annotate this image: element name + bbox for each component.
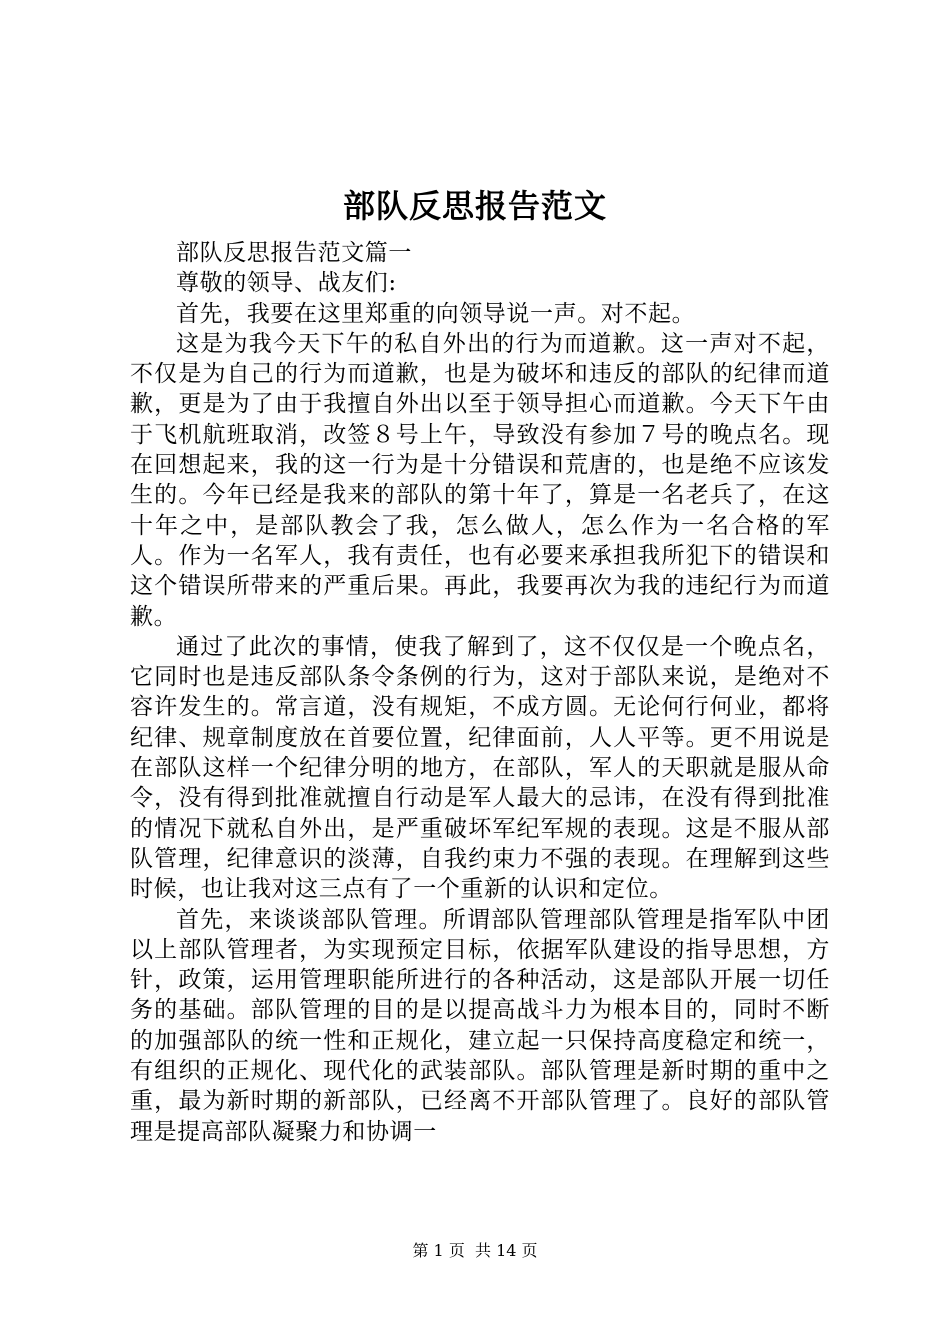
- paragraph-apology-detail: 这是为我今天下午的私自外出的行为而道歉。这一声对不起，不仅是为自己的行为而道歉，也是为破坏和违反的部队的纪律而道歉，更是为了由于我擅自外出以至于领导担心而道歉。今天下午由于飞机航班取消，改签８号上午，导致没有参加７号的晚点名。现在回想起来，我的这一行为是十分错误和荒唐的，也是绝不应该发生的。今年已经是我来的部队的第十年了，算是一名老兵了，在这十年之中，是部队教会了我，怎么做人，怎么作为一名合格的军人。作为一名军人，我有责任，也有必要来承担我所犯下的错误和这个错误所带来的严重后果。再此，我要再次为我的违纪行为而道歉。: [130, 330, 830, 630]
- document-body: [130, 238, 830, 1147]
- paragraph-salutation: 尊敬的领导、战友们:: [176, 270, 397, 297]
- paragraph-apology-intro: 首先，我要在这里郑重的向领导说一声。对不起。: [176, 300, 696, 327]
- paragraph-reflection: 通过了此次的事情，使我了解到了，这不仅仅是一个晚点名，它同时也是违反部队条令条例的行为，这对于部队来说，是绝对不容许发生的。常言道，没有规矩，不成方圆。无论何行何业，都将纪律、规章制度放在首要位置，纪律面前，人人平等。更不用说是在部队这样一个纪律分明的地方，在部队，军人的天职就是服从命令，没有得到批准就擅自行动是军人最大的忌讳，在没有得到批准的情况下就私自外出，是严重破坏军纪军规的表现。这是不服从部队管理，纪律意识的淡薄，自我约束力不强的表现。在理解到这些时候，也让我对这三点有了一个重新的认识和定位。: [130, 633, 830, 903]
- page-number: 第 1 页 共 14 页: [412, 1241, 538, 1260]
- paragraph-management: 首先，来谈谈部队管理。所谓部队管理部队管理是指军队中团以上部队管理者，为实现预定目标，依据军队建设的指导思想，方针，政策，运用管理职能所进行的各种活动，这是部队开展一切任务的基础。部队管理的目的是以提高战斗力为根本目的，同时不断的加强部队的统一性和正规化，建立起一只保持高度稳定和统一，有组织的正规化、现代化的武装部队。部队管理是新时期的重中之重，最为新时期的新部队，已经离不开部队管理了。良好的部队管理是提高部队凝聚力和协调一: [130, 906, 830, 1145]
- page-footer: [0, 1240, 950, 1262]
- paragraph-section-heading: 部队反思报告范文篇一: [176, 240, 412, 266]
- document-title: 部队反思报告范文: [342, 187, 607, 225]
